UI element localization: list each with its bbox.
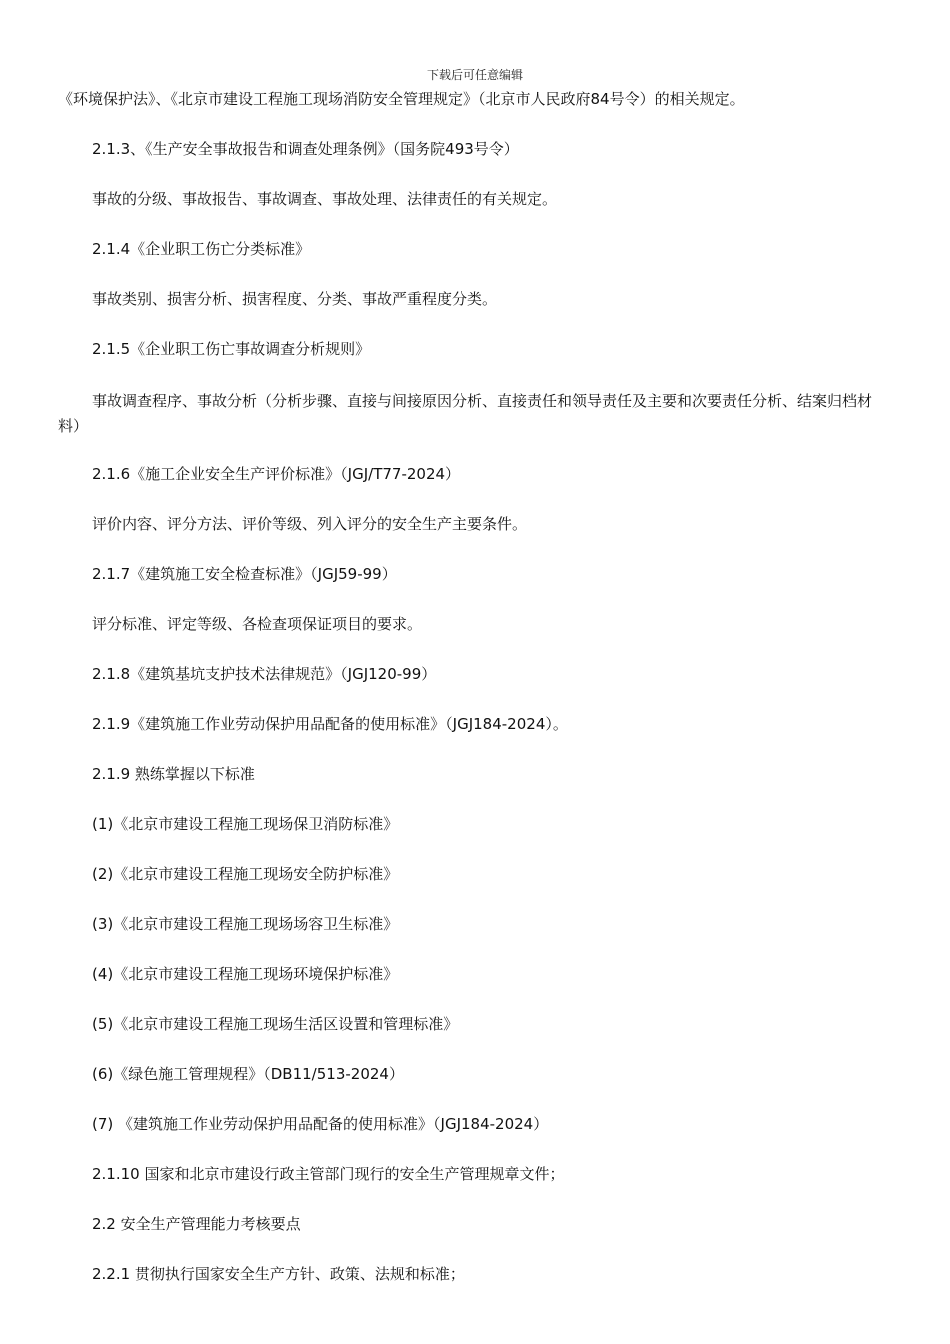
paragraph-2-1-8-heading: 2.1.8《建筑基坑支护技术法律规范》（JGJ120-99） [92,665,437,683]
list-item-6: (6)《绿色施工管理规程》（DB11/513-2024） [92,1065,404,1083]
paragraph-regulations-intro: 《环境保护法》、《北京市建设工程施工现场消防安全管理规定》（北京市人民政府84号令）的相关规定。 [58,90,745,108]
paragraph-2-1-7-body: 评分标准、评定等级、各检查项保证项目的要求。 [92,615,423,633]
paragraph-2-1-4-heading: 2.1.4《企业职工伤亡分类标准》 [92,240,311,258]
paragraph-2-1-3-heading: 2.1.3、《生产安全事故报告和调查处理条例》（国务院493号令） [92,140,519,158]
list-item-4: (4)《北京市建设工程施工现场环境保护标准》 [92,965,399,983]
page-header: 下载后可任意编辑 [426,68,523,82]
paragraph-2-1-6-body: 评价内容、评分方法、评价等级、列入评分的安全生产主要条件。 [92,515,528,533]
paragraph-2-1-6-heading: 2.1.6《施工企业安全生产评价标准》（JGJ/T77-2024） [92,465,461,483]
paragraph-2-2-1: 2.2.1 贯彻执行国家安全生产方针、政策、法规和标准； [92,1265,465,1283]
list-item-1: (1)《北京市建设工程施工现场保卫消防标准》 [92,815,399,833]
paragraph-2-1-4-body: 事故类别、损害分析、损害程度、分类、事故严重程度分类。 [92,290,498,308]
paragraph-2-1-3-body: 事故的分级、事故报告、事故调查、事故处理、法律责任的有关规定。 [92,190,558,208]
paragraph-2-1-5-heading: 2.1.5《企业职工伤亡事故调查分析规则》 [92,340,371,358]
paragraph-2-1-7-heading: 2.1.7《建筑施工安全检查标准》（JGJ59-99） [92,565,397,583]
list-item-3: (3)《北京市建设工程施工现场场容卫生标准》 [92,915,399,933]
paragraph-2-1-5-body: 事故调查程序、事故分析（分析步骤、直接与间接原因分析、直接责任和领导责任及主要和次要责任分析、结案归档材料） [58,392,873,435]
paragraph-2-1-9-standard: 2.1.9《建筑施工作业劳动保护用品配备的使用标准》（JGJ184-2024）。 [92,715,568,733]
paragraph-2-1-10: 2.1.10 国家和北京市建设行政主管部门现行的安全生产管理规章文件； [92,1165,565,1183]
list-item-7: (7) 《建筑施工作业劳动保护用品配备的使用标准》（JGJ184-2024） [92,1115,549,1133]
paragraph-2-2-heading: 2.2 安全生产管理能力考核要点 [92,1215,301,1233]
list-item-2: (2)《北京市建设工程施工现场安全防护标准》 [92,865,399,883]
paragraph-2-1-9-heading: 2.1.9 熟练掌握以下标准 [92,765,255,783]
list-item-5: (5)《北京市建设工程施工现场生活区设置和管理标准》 [92,1015,459,1033]
